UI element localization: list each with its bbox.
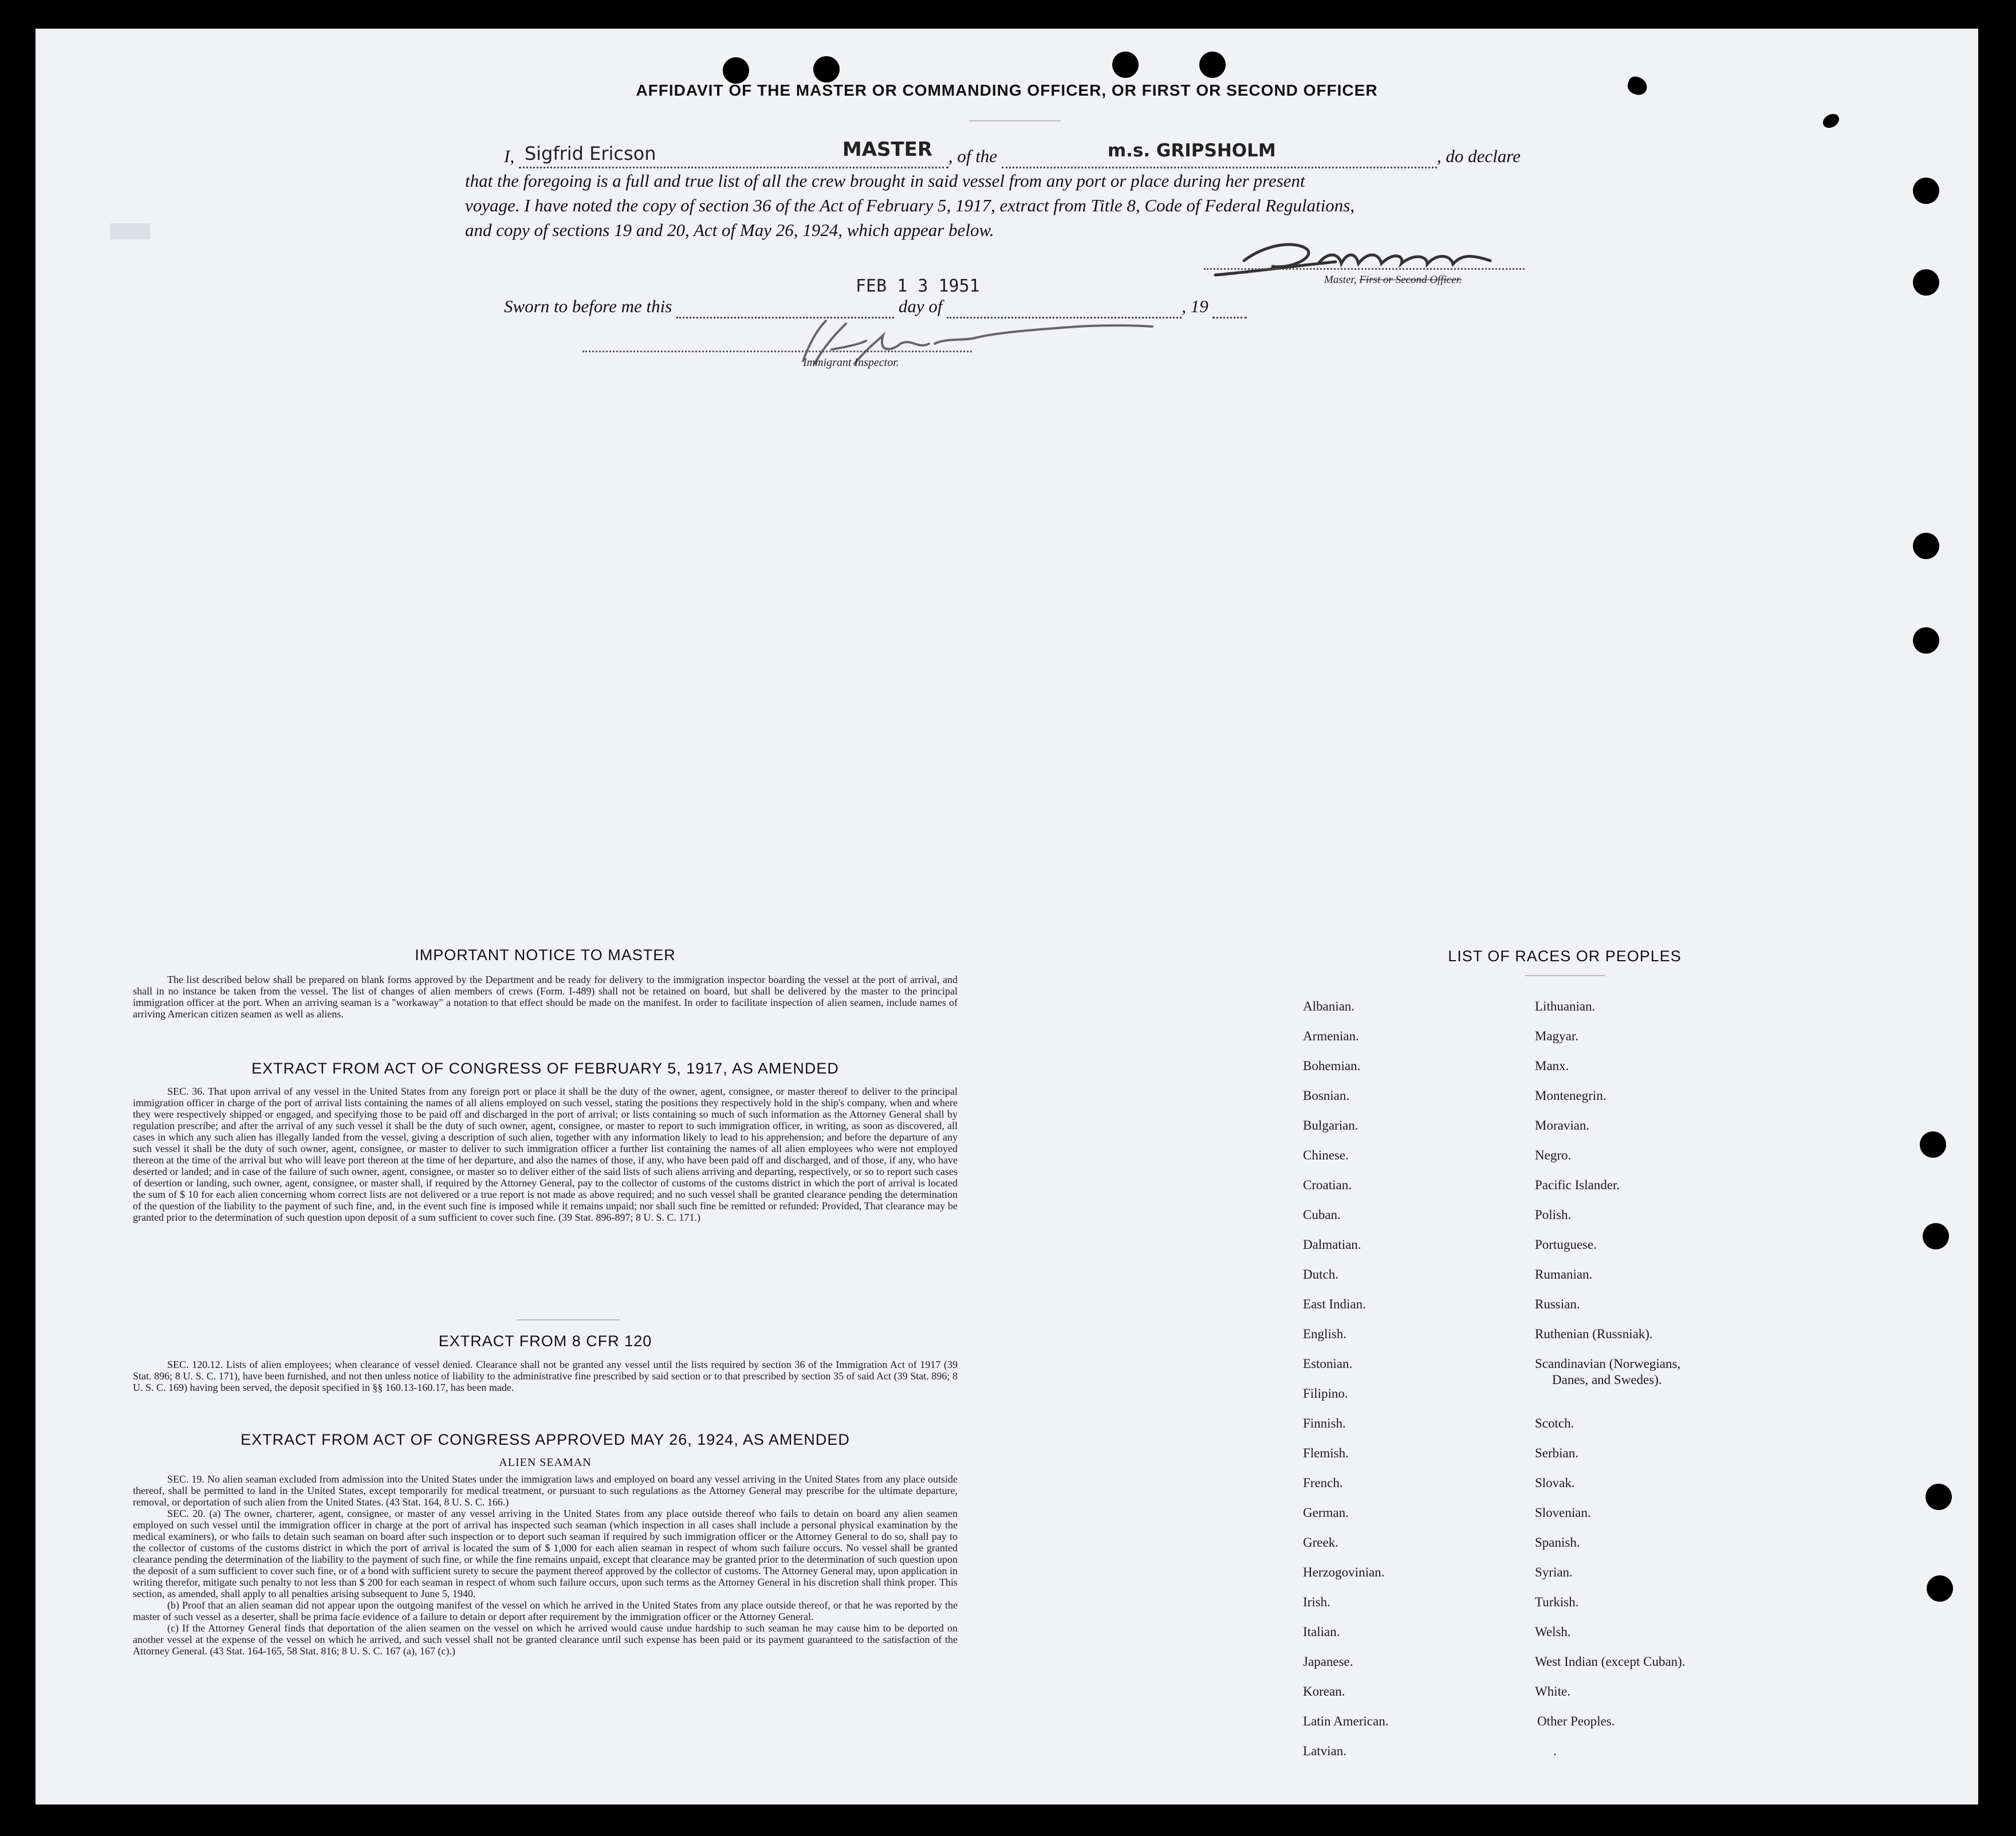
race-item: Moravian. (1535, 1118, 1590, 1133)
extract-cfr-body: SEC. 120.12. Lists of alien employees; when clearance of vessel denied. Clearance shall not be granted any vessel until the lists required by section 36 of the Immigration Act of 1917 (39 Stat. 896; 8 U. S. C. 171), have been furnished, and not then unless notice of liability to the administrative fine prescribed by said section or to that prescribed by section 35 of said Act (39 Stat. 896; 8 U. S. C. 169) having been served, the deposit specified in §§ 160.13-160.17, has been made. (133, 1359, 958, 1393)
master-signature-line (1204, 268, 1525, 270)
sec-20a-text: SEC. 20. (a) The owner, charterer, agent, consignee, or master of any vessel arriving in the United States from any place outside thereof who fails to detain on board any alien seamen employed on such vessel until the immigration officer in charge at the port of arrival has inspected such seaman (which inspection in all cases shall include a personal physical examination by the medical examiners), or who fails to detain such seaman on board after such inspection or to deport such seaman if required by such immigration officer or the Attorney General to do so, shall pay to the collector of customs of the customs district in which the port of arrival is located the sum of $ 1,000 for each alien seaman in respect of whom such failure occurs. No vessel shall be granted clearance pending the determination of the liability to the payment of such fine, or while the fine remains unpaid, except that clearance may be granted prior to the determination of such question upon the deposit of a sum sufficient to cover such fine, or of a bond with sufficient surety to secure the payment thereof approved by the collector of customs. The Attorney General may, upon application in writing therefor, mitigate such penalty to not less than $ 200 for each seaman in respect of whom such failure occurs, upon such terms as the Attorney General in his discretion shall think proper. This section, as amended, shall apply to all penalties arising subsequent to June 5, 1940. (133, 1508, 958, 1599)
race-item: Polish. (1535, 1208, 1572, 1222)
race-item: French. (1303, 1476, 1343, 1490)
race-item: White. (1535, 1684, 1570, 1699)
affidavit-title: AFFIDAVIT OF THE MASTER OR COMMANDING OFFICER, OR FIRST OR SECOND OFFICER (636, 81, 1378, 99)
race-item: Korean. (1303, 1684, 1345, 1699)
sec-19-text: SEC. 19. No alien seaman excluded from admission into the United States under the immigration laws and employed on board any vessel arriving in the United States from any place outside thereof, shall be permitted to land in the United States, except temporarily for medical treatment, or pursuant to such regulations as the Attorney General may prescribe for the ultimate departure, removal, or deportation of such alien from the United States. (43 Stat. 164, 8 U. S. C. 166.) (133, 1473, 958, 1508)
race-item: Chinese. (1303, 1148, 1349, 1162)
race-item: Lithuanian. (1535, 999, 1596, 1013)
section-divider (517, 1319, 620, 1320)
punch-hole (1913, 533, 1939, 559)
master-name-field (519, 138, 948, 168)
date-stamp: FEB 1 3 1951 (856, 276, 980, 296)
punch-hole (1112, 52, 1139, 78)
race-item: Latvian. (1303, 1744, 1346, 1758)
race-item: Ruthenian (Russniak). (1535, 1327, 1653, 1341)
race-item: Japanese. (1303, 1654, 1353, 1669)
sec-20b-text: (b) Proof that an alien seaman did not appear upon the outgoing manifest of the vessel on which he arrived in the United States from any place outside thereof, or that he was reported by the master of such vessel as a deserter, shall be prima facie evidence of a failure to detain or deport after requirement by the immigration officer or the Attorney General. (133, 1599, 958, 1622)
of-the-label: , of the (948, 146, 998, 166)
race-item: Turkish. (1535, 1595, 1579, 1609)
punch-hole (1926, 1484, 1952, 1510)
race-item: Slovak. (1535, 1476, 1575, 1490)
race-item: Danes, and Swedes). (1552, 1373, 1662, 1387)
document-sheet (36, 29, 1978, 1804)
race-item: Other Peoples. (1537, 1714, 1615, 1728)
sworn-year-field (1212, 296, 1247, 319)
extract-1924-title: EXTRACT FROM ACT OF CONGRESS APPROVED MAY 26, 1924, AS AMENDED (241, 1431, 850, 1448)
extract-1917-body: SEC. 36. That upon arrival of any vessel in the United States from any foreign port or place it shall be the duty of the owner, agent, consignee, or master thereof to deliver to the principal immigration officer in charge of the port of arrival lists containing the names of all aliens employed on such vessel, stating the positions they respectively hold in the ship's company, when and where they were respectively shipped or engaged, and specifying those to be paid off and discharged in the port of arrival; or lists containing so much of such information as the Attorney General shall by regulation prescribe; and after the arrival of any such vessel it shall be the duty of such owner, agent, consignee, or master to report to such immigration officer, in writing, as soon as discovered, all cases in which any such alien has illegally landed from the vessel, giving a description of such alien, together with any information likely to lead to his apprehension; and before the departure of any such vessel it shall be the duty of such owner, agent, consignee, or master to deliver to such immigration officer a further list containing the names of all alien employees who were not employed thereon at the time of the arrival but who will leave port thereon at the time of her departure, and also the names of those, if any, who have been paid off and discharged, and of those, if any, who have deserted or landed; and in case of the failure of such owner, agent, consignee, or master so to deliver either of the said lists of such aliens arriving and departing, respectively, or so to report such cases of desertion or landing, such owner, agent, consignee, or master shall, if required by the Attorney General, pay to the collector of customs of the customs district in which the port of arrival is located the sum of $ 10 for each alien concerning whom correct lists are not delivered or a true report is not made as above required; and no such vessel shall be granted clearance pending the determination of the question of the liability to the payment of such fine, and, in the event such fine is imposed while it remains unpaid; nor shall such fine be remitted or refunded: Provided, That clearance may be granted prior to the determination of such question upon deposit of a sum sufficient to cover such fine. (39 Stat. 896-897; 8 U. S. C. 171.) (133, 1086, 958, 1223)
race-item: Herzogovinian. (1303, 1565, 1385, 1579)
race-item: Albanian. (1303, 999, 1355, 1013)
race-item: Spanish. (1535, 1535, 1580, 1550)
race-item: Dalmatian. (1303, 1237, 1361, 1252)
race-item: Finnish. (1303, 1416, 1346, 1430)
signature-caption (1324, 274, 1462, 286)
race-item: Portuguese. (1535, 1237, 1597, 1252)
punch-hole (813, 56, 840, 82)
race-item: Scandinavian (Norwegians, (1535, 1357, 1681, 1371)
race-item: Filipino. (1303, 1386, 1348, 1401)
notice-title: IMPORTANT NOTICE TO MASTER (415, 946, 676, 964)
declaration-line-2: that the foregoing is a full and true list of all the crew brought in said vessel from any port or place during her present (465, 171, 1305, 191)
races-title: LIST OF RACES OR PEOPLES (1448, 948, 1682, 965)
race-item: Scotch. (1535, 1416, 1574, 1430)
race-item: Bohemian. (1303, 1059, 1361, 1073)
do-declare-label: , do declare (1436, 146, 1521, 166)
race-item: Syrian. (1535, 1565, 1573, 1579)
alien-seaman-subtitle: ALIEN SEAMAN (499, 1456, 592, 1469)
race-item: Flemish. (1303, 1446, 1349, 1460)
punch-hole (1199, 52, 1226, 78)
race-item: Estonian. (1303, 1357, 1353, 1371)
inspector-caption: Immigrant Inspector. (803, 356, 899, 369)
ink-blot (1821, 111, 1842, 131)
race-item: Rumanian. (1535, 1267, 1593, 1281)
extract-1924-body (133, 1473, 958, 1657)
extract-1917-title: EXTRACT FROM ACT OF CONGRESS OF FEBRUARY 5, 1917, AS AMENDED (251, 1060, 839, 1077)
declaration-line-3: voyage. I have noted the copy of section 36 of the Act of February 5, 1917, extract from Title 8, Code of Federal Regulations, (465, 195, 1355, 215)
race-item: Greek. (1303, 1535, 1338, 1550)
title-divider (969, 120, 1061, 121)
extract-cfr-title: EXTRACT FROM 8 CFR 120 (438, 1332, 652, 1350)
inspector-signature-line (582, 351, 972, 352)
race-item: West Indian (except Cuban). (1535, 1654, 1686, 1669)
punch-hole (1913, 627, 1939, 654)
race-item: . (1553, 1744, 1557, 1758)
vessel-field (1002, 140, 1437, 168)
declaration-prefix: I, (504, 146, 515, 166)
race-item: Irish. (1303, 1595, 1330, 1609)
race-item: Cuban. (1303, 1208, 1341, 1222)
rank-stamp: MASTER (842, 138, 933, 161)
race-item: East Indian. (1303, 1297, 1366, 1311)
race-item: Pacific Islander. (1535, 1178, 1620, 1192)
race-item: Bulgarian. (1303, 1118, 1359, 1133)
notice-body: The list described below shall be prepared on blank forms approved by the Department and be ready for delivery to the immigration inspector boarding the vessel at the port of arrival, and shall in no instance be taken from the vessel. The list of changes of alien members of crews (Form. I-489) shall not be retained on board, but shall be delivered by the master to the principal immigration officer at the port. When an arriving seaman is a "workaway" a notation to that effect should be made on the manifest. In order to facilitate inspection of alien seamen, include names of arriving American citizen seamen as well as aliens. (133, 974, 958, 1020)
caption-master: Master, (1324, 274, 1357, 286)
race-item: Montenegrin. (1535, 1088, 1606, 1103)
year-prefix: , 19 (1182, 296, 1208, 316)
race-item: Dutch. (1303, 1267, 1338, 1281)
punch-hole (1913, 178, 1939, 204)
race-item: Serbian. (1535, 1446, 1579, 1460)
race-item: Manx. (1535, 1059, 1569, 1073)
race-item: Magyar. (1535, 1029, 1579, 1043)
day-of-label: day of (898, 296, 943, 316)
master-name: Sigfrid Ericson (524, 143, 656, 164)
race-item: Welsh. (1535, 1625, 1571, 1639)
vessel-name: m.s. GRIPSHOLM (1107, 140, 1276, 161)
races-divider (1525, 975, 1605, 976)
punch-hole (1927, 1575, 1953, 1602)
race-item: Croatian. (1303, 1178, 1352, 1192)
race-item: English. (1303, 1327, 1347, 1341)
race-item: German. (1303, 1505, 1349, 1520)
race-item: Italian. (1303, 1625, 1340, 1639)
race-item: Slovenian. (1535, 1505, 1591, 1520)
faint-mark (110, 223, 150, 239)
race-item: Armenian. (1303, 1029, 1359, 1043)
punch-hole (1920, 1131, 1946, 1158)
race-item: Negro. (1535, 1148, 1572, 1162)
punch-hole (1913, 269, 1939, 296)
race-item: Latin American. (1303, 1714, 1389, 1728)
race-item: Bosnian. (1303, 1088, 1350, 1103)
declaration-line-1 (504, 138, 1592, 168)
caption-struck: First or Second Officer. (1359, 274, 1462, 286)
sec-20c-text: (c) If the Attorney General finds that deportation of the alien seamen on the vessel on which he arrived would cause undue hardship to such seaman he may cause him to be deported on another vessel at the expense of the vessel on which he arrived, and such vessel shall not be granted clearance until such expense has been paid or its payment guaranteed to the satisfaction of the Attorney General. (43 Stat. 164-165, 58 Stat. 816; 8 U. S. C. 167 (a), 167 (c).) (133, 1622, 958, 1657)
punch-hole (1923, 1223, 1949, 1249)
punch-hole (723, 57, 749, 84)
sworn-prefix: Sworn to before me this (504, 296, 672, 316)
race-item: Russian. (1535, 1297, 1580, 1311)
declaration-line-4: and copy of sections 19 and 20, Act of May 26, 1924, which appear below. (465, 220, 994, 240)
